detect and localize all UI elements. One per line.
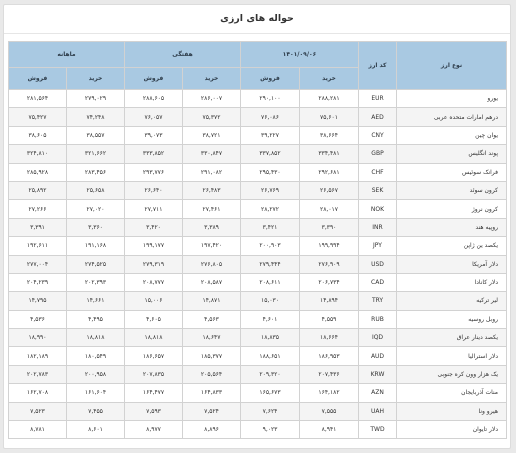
daily-buy-cell: ۱۸,۶۶۴	[300, 329, 359, 347]
currency-name: دلار تایوان	[397, 421, 507, 439]
currency-name: پوند انگلیس	[397, 145, 507, 163]
header-buy: خرید	[300, 68, 359, 90]
header-buy: خرید	[183, 68, 241, 90]
table-row	[9, 218, 507, 236]
daily-sell-cell: ۱۶۵,۶۷۳	[241, 384, 300, 402]
table-row	[9, 145, 507, 163]
weekly-buy-cell: ۴,۵۶۳	[183, 310, 241, 328]
weekly-buy-cell: ۱۸۵,۳۷۷	[183, 347, 241, 365]
monthly-sell-cell: ۳۲۴,۸۱۰	[9, 145, 67, 163]
daily-buy-cell: ۱۹۹,۹۹۴	[300, 237, 359, 255]
table-row	[9, 108, 507, 126]
daily-buy-cell: ۲۰۶,۷۳۴	[300, 273, 359, 291]
header-monthly-group: ماهانه	[9, 42, 125, 68]
monthly-sell-cell: ۲۸۵,۹۲۸	[9, 163, 67, 181]
daily-buy-cell: ۲۸۸,۲۸۱	[300, 90, 359, 108]
monthly-sell-cell: ۱۸۲,۱۸۹	[9, 347, 67, 365]
table-row	[9, 329, 507, 347]
currency-code: CNY	[359, 126, 397, 144]
currency-code: CAD	[359, 273, 397, 291]
currency-name: فرانک سوئیس	[397, 163, 507, 181]
weekly-buy-cell: ۷,۵۲۴	[183, 402, 241, 420]
monthly-buy-cell: ۲۷۴,۵۲۵	[67, 255, 125, 273]
currency-code: TWD	[359, 421, 397, 439]
monthly-buy-cell: ۳,۳۶۰	[67, 218, 125, 236]
weekly-sell-cell: ۲۰۸,۷۷۷	[125, 273, 183, 291]
weekly-sell-cell: ۲۸۸,۶۰۵	[125, 90, 183, 108]
weekly-buy-cell: ۲۰۵,۵۶۴	[183, 365, 241, 383]
daily-sell-cell: ۲۹۵,۴۳۰	[241, 163, 300, 181]
daily-sell-cell: ۲۰۰,۹۰۳	[241, 237, 300, 255]
daily-sell-cell: ۲۸,۲۷۲	[241, 200, 300, 218]
page-title: حواله های ارزی	[4, 5, 510, 34]
monthly-sell-cell: ۷۵,۴۲۷	[9, 108, 67, 126]
weekly-buy-cell: ۱۸,۶۴۷	[183, 329, 241, 347]
weekly-sell-cell: ۲۷,۷۱۱	[125, 200, 183, 218]
table-row	[9, 126, 507, 144]
weekly-sell-cell: ۱۸۶,۶۵۷	[125, 347, 183, 365]
table-row	[9, 384, 507, 402]
currency-name: یورو	[397, 90, 507, 108]
header-buy: خرید	[67, 68, 125, 90]
monthly-buy-cell: ۱۶۱,۶۰۴	[67, 384, 125, 402]
weekly-sell-cell: ۱۸,۸۱۸	[125, 329, 183, 347]
daily-buy-cell: ۷۵,۶۰۱	[300, 108, 359, 126]
monthly-sell-cell: ۳۸,۶۰۵	[9, 126, 67, 144]
monthly-sell-cell: ۲۵,۸۹۲	[9, 181, 67, 199]
weekly-sell-cell: ۲۰۷,۸۳۵	[125, 365, 183, 383]
header-weekly-group: هفتگی	[125, 42, 241, 68]
daily-sell-cell: ۳,۴۲۱	[241, 218, 300, 236]
daily-sell-cell: ۲۰۹,۳۲۰	[241, 365, 300, 383]
daily-sell-cell: ۲۹۰,۱۰۰	[241, 90, 300, 108]
table-row	[9, 273, 507, 291]
weekly-sell-cell: ۱۹۹,۱۷۷	[125, 237, 183, 255]
currency-name: یکصد ین ژاپن	[397, 237, 507, 255]
weekly-sell-cell: ۲۷۹,۳۱۹	[125, 255, 183, 273]
header-sell: فروش	[241, 68, 300, 90]
monthly-sell-cell: ۱۶۲,۷۰۸	[9, 384, 67, 402]
weekly-sell-cell: ۳۹,۰۷۳	[125, 126, 183, 144]
header-sell: فروش	[9, 68, 67, 90]
monthly-buy-cell: ۷۴,۲۴۸	[67, 108, 125, 126]
table-row	[9, 90, 507, 108]
rates-table	[8, 41, 507, 439]
table-row	[9, 181, 507, 199]
daily-sell-cell: ۲۷۹,۴۴۴	[241, 255, 300, 273]
weekly-buy-cell: ۷۵,۳۷۲	[183, 108, 241, 126]
daily-buy-cell: ۲۷۶,۹۰۹	[300, 255, 359, 273]
currency-name: یکصد دینار عراق	[397, 329, 507, 347]
currency-name: روپیه هند	[397, 218, 507, 236]
weekly-buy-cell: ۳۳۰,۸۴۷	[183, 145, 241, 163]
daily-buy-cell: ۱۶۴,۱۸۲	[300, 384, 359, 402]
daily-sell-cell: ۳۳۷,۸۵۲	[241, 145, 300, 163]
currency-name: دلار کانادا	[397, 273, 507, 291]
table-row	[9, 347, 507, 365]
daily-sell-cell: ۱۸۸,۶۵۱	[241, 347, 300, 365]
monthly-buy-cell: ۲۷,۰۲۰	[67, 200, 125, 218]
daily-buy-cell: ۲۶,۵۶۷	[300, 181, 359, 199]
currency-code: IQD	[359, 329, 397, 347]
weekly-sell-cell: ۴,۶۰۵	[125, 310, 183, 328]
daily-buy-cell: ۴,۵۵۹	[300, 310, 359, 328]
daily-buy-cell: ۲۹۲,۶۸۱	[300, 163, 359, 181]
header-currency-type: نوع ارز	[397, 42, 507, 90]
monthly-sell-cell: ۲۰۴,۲۳۹	[9, 273, 67, 291]
weekly-buy-cell: ۲۹۱,۰۸۲	[183, 163, 241, 181]
header-sell: فروش	[125, 68, 183, 90]
currency-code: GBP	[359, 145, 397, 163]
monthly-buy-cell: ۲۸۳,۴۵۶	[67, 163, 125, 181]
monthly-sell-cell: ۲۷۷,۰۰۴	[9, 255, 67, 273]
table-row	[9, 237, 507, 255]
monthly-sell-cell: ۲۰۲,۷۸۳	[9, 365, 67, 383]
weekly-sell-cell: ۲۶,۶۴۰	[125, 181, 183, 199]
monthly-buy-cell: ۸,۶۰۱	[67, 421, 125, 439]
header-currency-code: کد ارز	[359, 42, 397, 90]
daily-buy-cell: ۱۴,۸۹۴	[300, 292, 359, 310]
currency-code: UAH	[359, 402, 397, 420]
currency-name: کرون سوئد	[397, 181, 507, 199]
currency-name: دلار آمریکا	[397, 255, 507, 273]
currency-code: INR	[359, 218, 397, 236]
monthly-sell-cell: ۱۸,۹۹۰	[9, 329, 67, 347]
daily-sell-cell: ۱۸,۸۳۵	[241, 329, 300, 347]
table-row	[9, 163, 507, 181]
weekly-sell-cell: ۷۶,۰۵۷	[125, 108, 183, 126]
daily-sell-cell: ۲۰۸,۶۱۱	[241, 273, 300, 291]
weekly-buy-cell: ۳,۳۸۹	[183, 218, 241, 236]
currency-code: AUD	[359, 347, 397, 365]
daily-buy-cell: ۱۸۶,۹۵۳	[300, 347, 359, 365]
weekly-buy-cell: ۲۶,۴۸۳	[183, 181, 241, 199]
currency-name: یک هزار وون کره جنوبی	[397, 365, 507, 383]
currency-name: منات آذربایجان	[397, 384, 507, 402]
monthly-sell-cell: ۳,۳۹۱	[9, 218, 67, 236]
header-date-group: ۱۴۰۱/۰۹/۰۶	[241, 42, 359, 68]
monthly-sell-cell: ۱۴,۷۹۵	[9, 292, 67, 310]
rates-card	[3, 4, 511, 449]
daily-buy-cell: ۲۸,۰۱۷	[300, 200, 359, 218]
currency-name: دلار استرالیا	[397, 347, 507, 365]
monthly-buy-cell: ۳۲۱,۶۶۲	[67, 145, 125, 163]
monthly-buy-cell: ۲۰۲,۳۹۳	[67, 273, 125, 291]
monthly-buy-cell: ۳۸,۵۵۷	[67, 126, 125, 144]
monthly-sell-cell: ۷,۵۲۳	[9, 402, 67, 420]
monthly-buy-cell: ۲۵,۶۵۸	[67, 181, 125, 199]
monthly-buy-cell: ۱۸۰,۵۴۹	[67, 347, 125, 365]
daily-buy-cell: ۳۸,۶۶۴	[300, 126, 359, 144]
daily-sell-cell: ۷۶,۰۸۶	[241, 108, 300, 126]
daily-sell-cell: ۱۵,۰۳۰	[241, 292, 300, 310]
weekly-buy-cell: ۳۸,۷۲۱	[183, 126, 241, 144]
table-row	[9, 402, 507, 420]
currency-name: هیرو ونا	[397, 402, 507, 420]
currency-code: JPY	[359, 237, 397, 255]
daily-sell-cell: ۷,۶۲۴	[241, 402, 300, 420]
table-row	[9, 310, 507, 328]
table-row	[9, 255, 507, 273]
currency-code: AZN	[359, 384, 397, 402]
monthly-buy-cell: ۱۹۱,۱۶۸	[67, 237, 125, 255]
table-row	[9, 421, 507, 439]
weekly-sell-cell: ۳,۴۲۰	[125, 218, 183, 236]
daily-buy-cell: ۲۰۷,۴۳۶	[300, 365, 359, 383]
daily-buy-cell: ۳,۳۹۰	[300, 218, 359, 236]
weekly-buy-cell: ۱۹۷,۴۲۰	[183, 237, 241, 255]
weekly-buy-cell: ۸,۸۹۶	[183, 421, 241, 439]
currency-code: SEK	[359, 181, 397, 199]
weekly-sell-cell: ۱۶۴,۴۷۷	[125, 384, 183, 402]
daily-buy-cell: ۳۳۴,۴۸۱	[300, 145, 359, 163]
table-row	[9, 292, 507, 310]
weekly-sell-cell: ۱۵,۰۰۶	[125, 292, 183, 310]
weekly-buy-cell: ۱۶۴,۸۳۳	[183, 384, 241, 402]
currency-code: KRW	[359, 365, 397, 383]
currency-code: NOK	[359, 200, 397, 218]
currency-code: USD	[359, 255, 397, 273]
currency-name: روبل روسیه	[397, 310, 507, 328]
daily-sell-cell: ۳۹,۲۲۷	[241, 126, 300, 144]
weekly-buy-cell: ۲۰۸,۵۸۷	[183, 273, 241, 291]
monthly-sell-cell: ۸,۷۸۱	[9, 421, 67, 439]
daily-sell-cell: ۲۶,۷۶۹	[241, 181, 300, 199]
currency-name: کرون نروژ	[397, 200, 507, 218]
currency-name: لیر ترکیه	[397, 292, 507, 310]
weekly-sell-cell: ۲۹۳,۷۷۶	[125, 163, 183, 181]
daily-buy-cell: ۷,۵۵۵	[300, 402, 359, 420]
monthly-buy-cell: ۲۷۹,۰۲۹	[67, 90, 125, 108]
monthly-buy-cell: ۲۰۰,۹۵۸	[67, 365, 125, 383]
monthly-sell-cell: ۱۹۲,۶۱۱	[9, 237, 67, 255]
monthly-sell-cell: ۴,۵۳۶	[9, 310, 67, 328]
daily-sell-cell: ۹,۰۲۳	[241, 421, 300, 439]
monthly-sell-cell: ۲۷,۲۶۶	[9, 200, 67, 218]
currency-code: RUB	[359, 310, 397, 328]
monthly-buy-cell: ۱۴,۶۶۱	[67, 292, 125, 310]
weekly-sell-cell: ۳۳۳,۸۵۲	[125, 145, 183, 163]
table-row	[9, 200, 507, 218]
weekly-sell-cell: ۷,۵۹۳	[125, 402, 183, 420]
weekly-buy-cell: ۲۷۶,۸۰۵	[183, 255, 241, 273]
monthly-buy-cell: ۷,۴۵۵	[67, 402, 125, 420]
weekly-sell-cell: ۸,۹۷۷	[125, 421, 183, 439]
currency-code: TRY	[359, 292, 397, 310]
monthly-buy-cell: ۴,۴۹۵	[67, 310, 125, 328]
daily-sell-cell: ۴,۶۰۱	[241, 310, 300, 328]
currency-code: EUR	[359, 90, 397, 108]
currency-code: CHF	[359, 163, 397, 181]
currency-code: AED	[359, 108, 397, 126]
currency-name: درهم امارات متحده عربی	[397, 108, 507, 126]
table-row	[9, 365, 507, 383]
weekly-buy-cell: ۲۷,۴۶۱	[183, 200, 241, 218]
monthly-buy-cell: ۱۸,۸۱۸	[67, 329, 125, 347]
weekly-buy-cell: ۲۸۶,۰۰۷	[183, 90, 241, 108]
currency-name: یوان چین	[397, 126, 507, 144]
weekly-buy-cell: ۱۴,۸۷۱	[183, 292, 241, 310]
monthly-sell-cell: ۲۸۱,۵۶۴	[9, 90, 67, 108]
daily-buy-cell: ۸,۹۴۱	[300, 421, 359, 439]
